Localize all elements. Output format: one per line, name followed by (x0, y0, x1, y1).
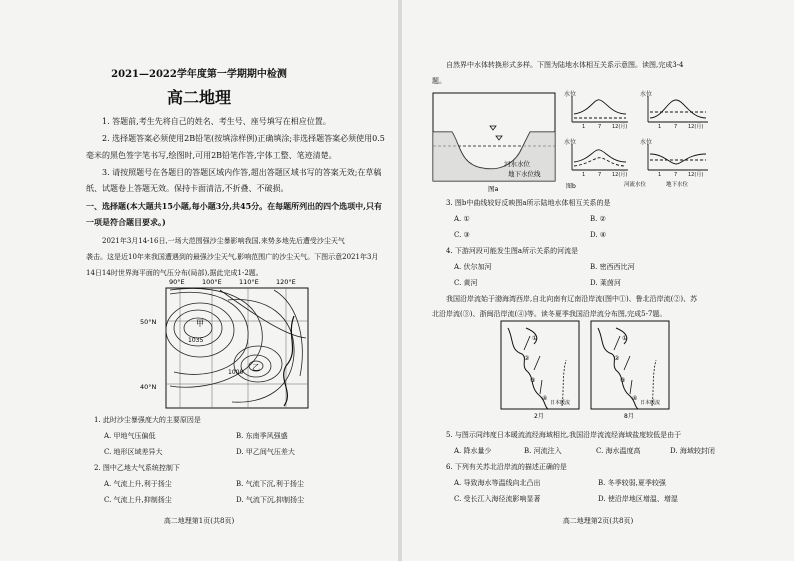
option: C. 受长江入海径流影响显著 (454, 495, 541, 503)
legend-ground: 地下水位线 (508, 170, 541, 178)
svg-text:①: ① (622, 335, 628, 342)
option: C. 气流上升,抑制扬尘 (104, 496, 172, 504)
option: A. 降水量少 (454, 447, 492, 455)
lat-label: 50°N (140, 318, 157, 326)
point-yi: 乙 (252, 363, 260, 372)
option: C. 海水温度高 (596, 447, 641, 455)
option: B. 气流下沉,利于扬尘 (236, 480, 304, 488)
note-line: 1. 答题前,考生先将自己的姓名、考生号、座号填写在相应位置。 (102, 117, 331, 126)
question-1-stem: 1. 此时沙尘暴强度大的主要原因是 (94, 416, 201, 424)
option: A. 伏尔加河 (454, 263, 492, 271)
svg-text:2月: 2月 (534, 413, 544, 420)
option: A. ① (454, 215, 470, 223)
option: B. 密西西比河 (590, 263, 635, 271)
option: B. 东南季风强盛 (236, 432, 288, 440)
current-intro: 我国沿岸流始于渤海湾西岸,自北向南有辽南沿岸流(图中①)、鲁北沿岸流(②)、苏 (446, 295, 698, 303)
svg-text:③: ③ (530, 377, 536, 384)
question-5-stem: 5. 与图示同纬度日本暖流流经海域相比,我国沿岸流流经海域盐度较低是由于 (446, 431, 682, 439)
svg-text:②: ② (614, 355, 620, 362)
svg-text:7: 7 (674, 124, 678, 130)
section-heading: 一、选择题(本大题共15小题,每小题3分,共45分。在每题所列出的四个选项中,只有 (86, 201, 382, 211)
isobar-label: 1000 (228, 369, 244, 376)
svg-text:12(月): 12(月) (612, 124, 628, 130)
intro-line: 2021年3月14-16日,一场大范围强沙尘暴影响我国,来势多地先后遭受沙尘天气 (102, 237, 345, 245)
caption-b: 图b (566, 183, 576, 190)
option: B. 冬季较弱,夏季较强 (598, 479, 666, 487)
option: A. 气流上升,利于扬尘 (104, 480, 172, 488)
svg-text:1: 1 (658, 124, 662, 130)
panel-4 (640, 138, 708, 178)
current-map-aug (590, 320, 670, 420)
svg-text:12(月): 12(月) (688, 172, 704, 178)
question-3-stem: 3. 图b中曲线较好反映图a所示陆地水体相互关系的是 (446, 199, 611, 207)
lon-label: 100°E (202, 278, 222, 286)
caption-a: 图a (488, 185, 499, 193)
pressure-map (136, 276, 336, 412)
option: D. 海域较封闭 (670, 447, 715, 455)
svg-text:③: ③ (620, 377, 626, 384)
note-line: 纸、试题卷上答题无效。保持卡面清洁,不折叠、不破损。 (86, 184, 289, 193)
svg-text:8月: 8月 (624, 413, 634, 420)
question-6-stem: 6. 下列有关苏北沿岸流的描述正确的是 (446, 463, 567, 471)
exam-title: 2021—2022学年度第一学期期中检测 (111, 69, 287, 80)
option: C. 地形区域差异大 (104, 448, 163, 456)
svg-text:水位: 水位 (564, 139, 577, 146)
figure-b (562, 88, 712, 194)
option: B. ② (590, 215, 606, 223)
svg-text:日本暖流: 日本暖流 (640, 400, 661, 406)
lon-label: 90°E (169, 278, 185, 286)
lon-label: 120°E (276, 278, 296, 286)
svg-text:12(月): 12(月) (688, 124, 704, 130)
current-map-feb (500, 320, 580, 420)
isobar-label: 1035 (188, 337, 204, 344)
svg-text:水位: 水位 (564, 91, 577, 98)
option: D. ④ (590, 231, 607, 239)
svg-text:水位: 水位 (640, 139, 653, 146)
svg-text:7: 7 (598, 172, 602, 178)
option: C. 黄河 (454, 279, 478, 287)
intro-line: 题。 (432, 77, 446, 85)
option: D. 莱茵河 (590, 279, 621, 287)
panel-1 (564, 90, 628, 130)
svg-text:水位: 水位 (640, 91, 653, 98)
page-footer: 高二地理第1页(共8页) (163, 517, 235, 525)
option: A. 甲地气压偏低 (104, 432, 156, 440)
section-heading: 一项是符合题目要求。) (86, 217, 166, 227)
option: B. 河流注入 (524, 447, 562, 455)
intro-line: 自然界中水体转换形式多样。下图为陆地水体相互关系示意图。读图,完成3-4 (446, 61, 684, 69)
note-line: 3. 请按照题号在各题目的答题区域内作答,超出答题区域书写的答案无效;在草稿 (102, 168, 382, 177)
note-line: 毫米的黑色签字笔书写,绘图时,可用2B铅笔作答,字体工整、笔迹清楚。 (86, 151, 337, 160)
legend-river-b: 河流水位 (624, 182, 647, 188)
right-page (402, 0, 794, 561)
intro-line: 袭击。这是近10年来我国遭遇到的最强沙尘天气,影响范围广的沙尘天气。下图示意2021年3月 (86, 253, 379, 261)
svg-text:7: 7 (598, 124, 602, 130)
legend-river: 河水水位 (504, 160, 530, 168)
option: D. 甲乙间气压差大 (236, 448, 295, 456)
question-2-stem: 2. 图中乙地大气系统控制下 (94, 464, 180, 472)
option: A. 导致海水等温线向北凸出 (454, 479, 541, 487)
page-footer: 高二地理第2页(共8页) (562, 517, 634, 525)
panel-3 (564, 138, 628, 178)
option: C. ③ (454, 231, 470, 239)
subject-title: 高二地理 (166, 88, 231, 107)
point-jia: 甲 (196, 319, 204, 328)
svg-text:12(月): 12(月) (612, 172, 628, 178)
option: D. 气流下沉,抑制扬尘 (236, 496, 305, 504)
svg-text:7: 7 (674, 172, 678, 178)
svg-text:④: ④ (632, 395, 638, 402)
figure-a (432, 92, 556, 194)
svg-text:1: 1 (582, 124, 586, 130)
svg-text:④: ④ (542, 395, 548, 402)
lat-label: 40°N (140, 383, 157, 391)
legend-ground-b: 地下水位 (666, 182, 689, 188)
svg-text:②: ② (524, 355, 530, 362)
svg-text:①: ① (532, 335, 538, 342)
note-line: 2. 选择题答案必须使用2B铅笔(按填涂样例)正确填涂;非选择题答案必须使用0.5 (102, 134, 385, 143)
svg-text:1: 1 (582, 172, 586, 178)
option: D. 使沿岸地区增温、增湿 (598, 495, 678, 503)
coastline (284, 316, 294, 406)
panel-2 (640, 90, 708, 130)
question-4-stem: 4. 下游河段可能发生图a所示关系的河流是 (446, 247, 579, 255)
lon-label: 110°E (239, 278, 259, 286)
svg-text:1: 1 (658, 172, 662, 178)
intro-line: 14日14时世界海平面的气压分布(局部),据此完成1-2题。 (86, 269, 263, 277)
current-intro: 北沿岸流(③)、浙闽沿岸流(④)等。读冬夏季我国沿岸流分布图,完成5-7题。 (432, 310, 667, 318)
svg-text:日本暖流: 日本暖流 (550, 400, 571, 406)
